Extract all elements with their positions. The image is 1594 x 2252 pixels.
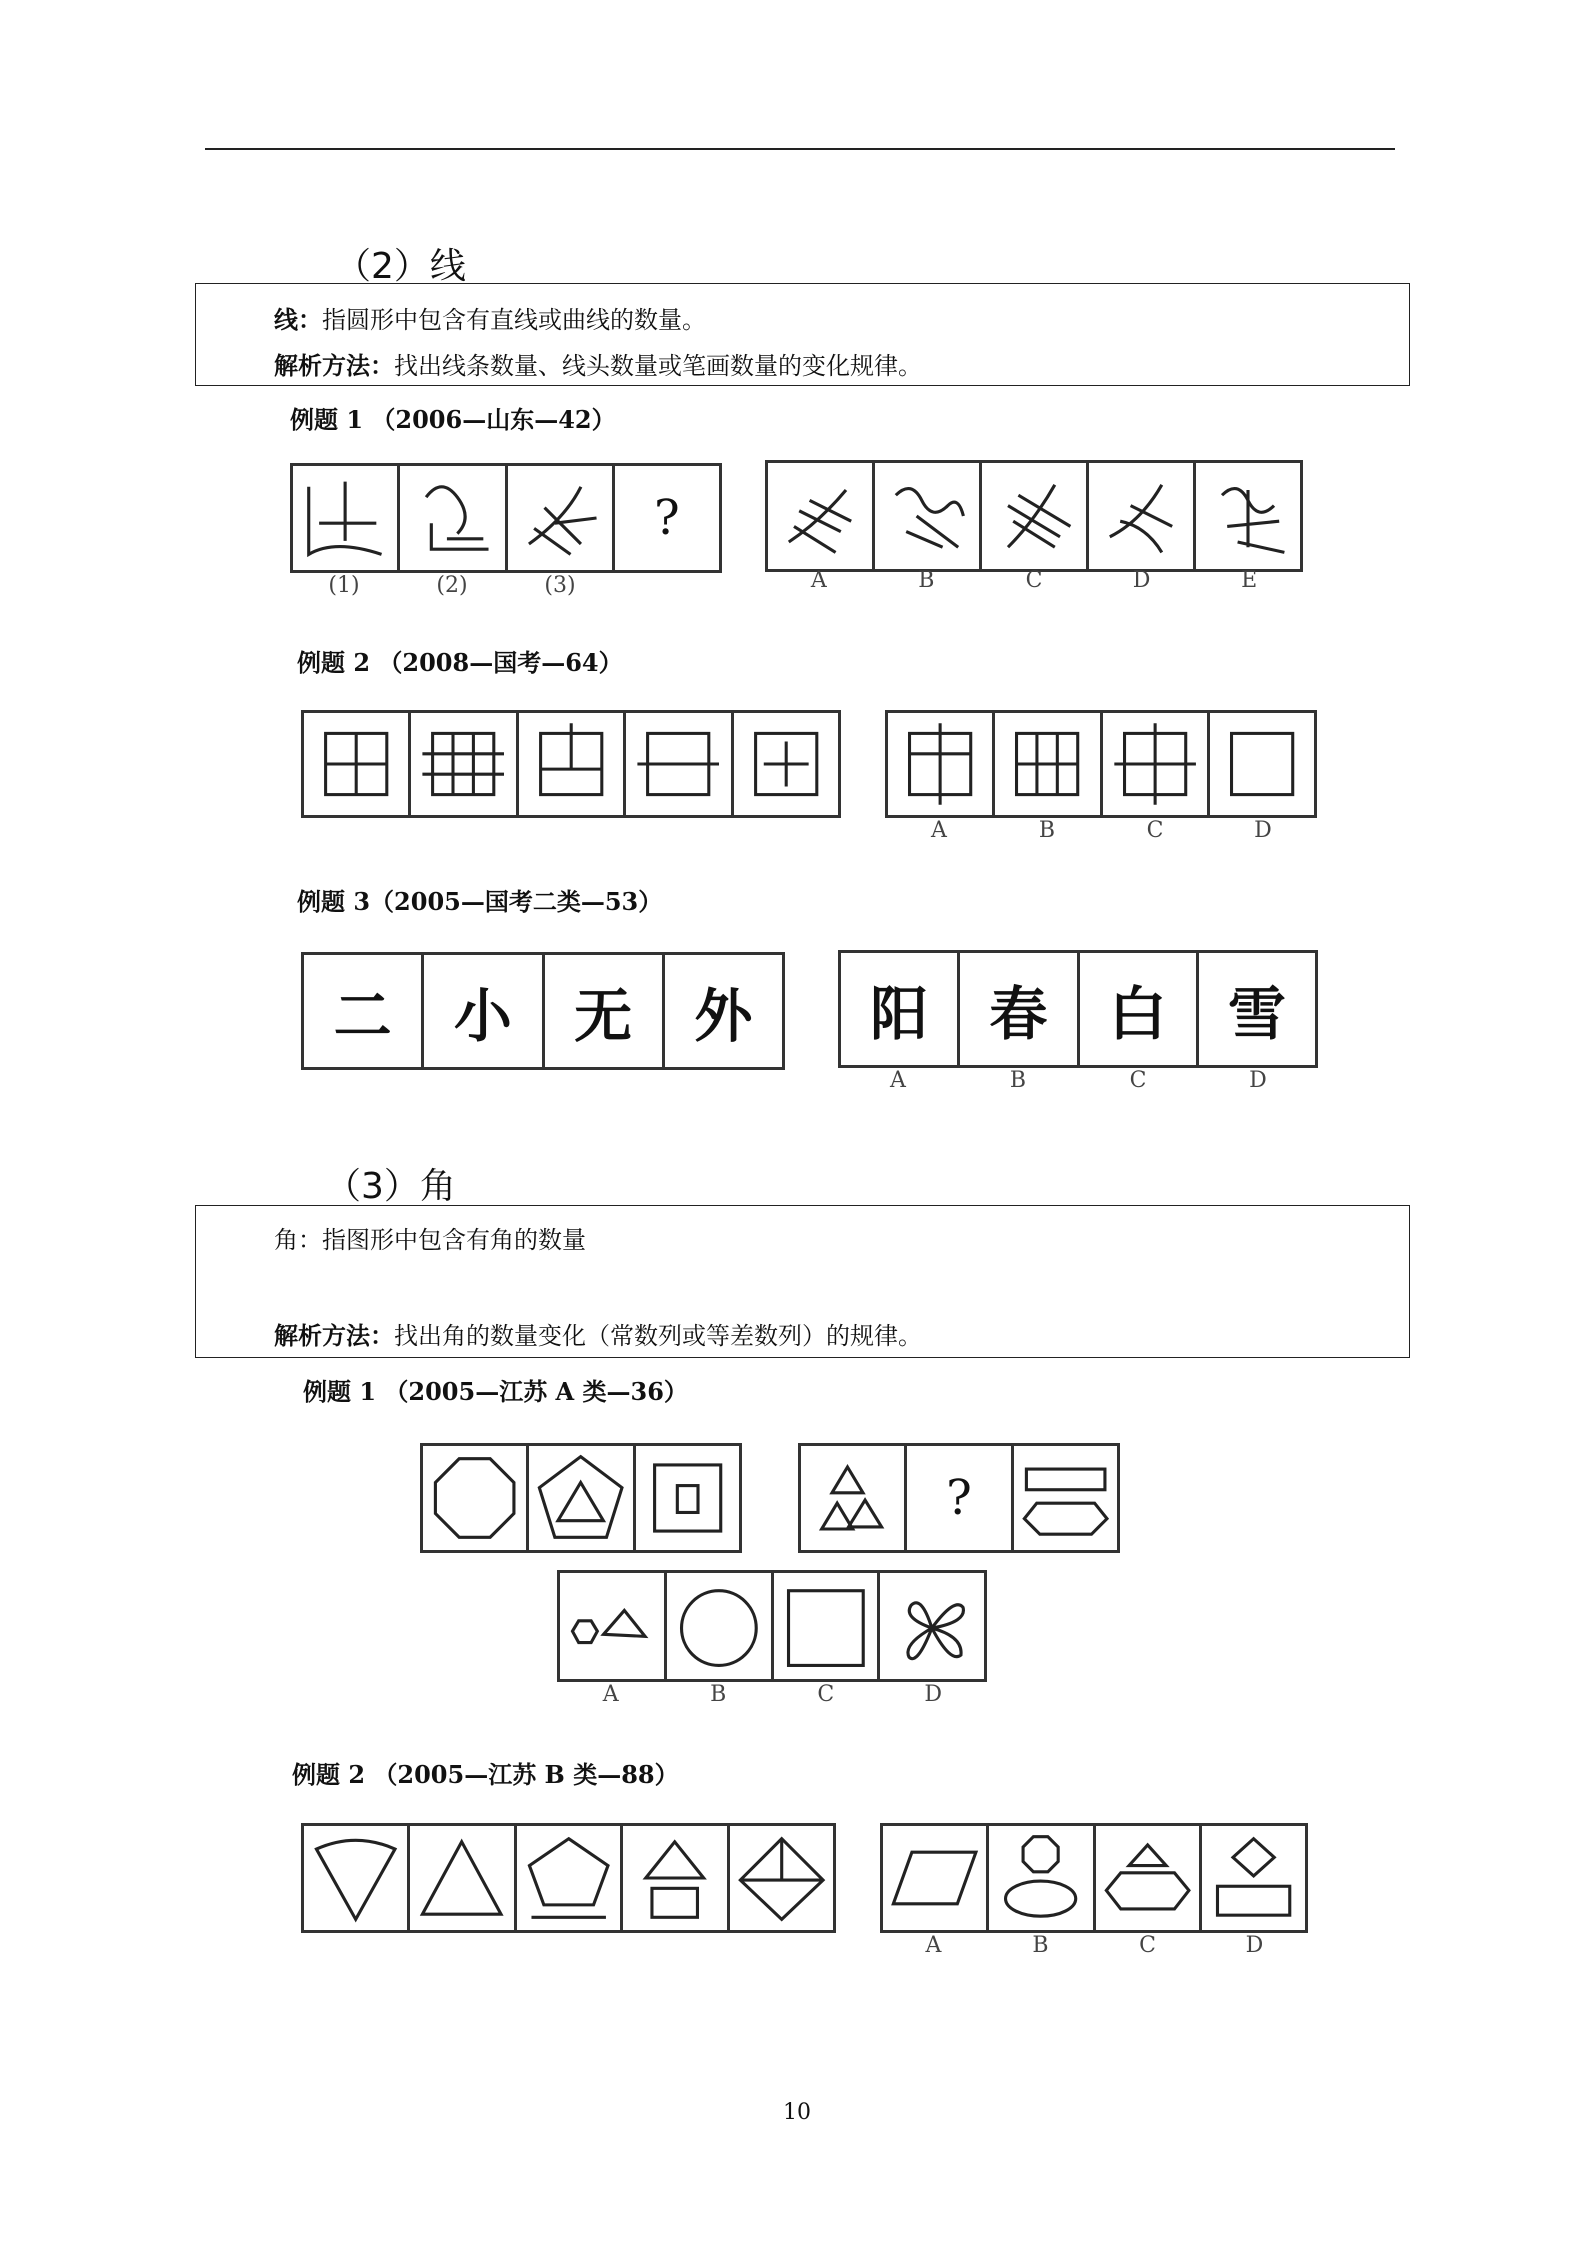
question-triangle-rect bbox=[623, 1826, 729, 1930]
answer-label: B bbox=[1009, 1068, 1027, 1093]
question-rect-hexagon bbox=[1014, 1446, 1117, 1550]
answer-label: E bbox=[1241, 568, 1258, 593]
page-number: 10 bbox=[783, 2100, 811, 2125]
answer-label: C bbox=[1139, 1933, 1156, 1958]
answer-char-cell bbox=[1199, 953, 1315, 1065]
question-figure-3 bbox=[508, 466, 615, 570]
question-char-cell bbox=[545, 955, 665, 1067]
answer-label: D bbox=[1245, 1933, 1264, 1958]
question-triangle bbox=[410, 1826, 516, 1930]
answer-label: C bbox=[817, 1682, 835, 1707]
question-cell-unknown bbox=[615, 466, 719, 570]
answer-labels bbox=[885, 818, 1317, 843]
question-cell-unknown bbox=[907, 1446, 1013, 1550]
question-figure-3 bbox=[519, 713, 626, 815]
answer-label: B bbox=[918, 568, 935, 593]
answer-label: A bbox=[810, 568, 827, 593]
question-fan-shape bbox=[304, 1826, 410, 1930]
definition-line bbox=[274, 1220, 586, 1255]
definition-key: 角： bbox=[274, 1226, 322, 1254]
answer-figure-b bbox=[995, 713, 1102, 815]
section-heading-line: （2）线 bbox=[335, 246, 466, 287]
answer-figure-b bbox=[667, 1573, 774, 1679]
answer-figure-b bbox=[989, 1826, 1095, 1930]
answer-char: 阳 bbox=[870, 980, 929, 1048]
question-pentagon-underline bbox=[517, 1826, 623, 1930]
question-label: (3) bbox=[544, 573, 576, 598]
question-char: 二 bbox=[333, 982, 392, 1050]
answer-char: 白 bbox=[1108, 980, 1167, 1048]
question-char-cell bbox=[665, 955, 782, 1067]
question-mark: ? bbox=[654, 490, 680, 546]
answer-figure-d bbox=[1089, 463, 1196, 569]
answer-labels bbox=[880, 1933, 1308, 1958]
answer-label: A bbox=[602, 1682, 619, 1707]
question-figure-5 bbox=[734, 713, 838, 815]
answer-figure-e bbox=[1196, 463, 1300, 569]
answer-char-cell bbox=[960, 953, 1079, 1065]
answer-labels bbox=[557, 1682, 987, 1707]
answer-figure-c bbox=[774, 1573, 881, 1679]
example-title: 例题 1 （2006—山东—42） bbox=[290, 405, 616, 434]
question-char-cell bbox=[304, 955, 424, 1067]
section-heading-angle: （3）角 bbox=[325, 1166, 456, 1207]
question-figure-1 bbox=[304, 713, 411, 815]
answer-label: D bbox=[1249, 1068, 1267, 1093]
question-pentagon-triangle bbox=[529, 1446, 635, 1550]
question-strip bbox=[420, 1443, 742, 1553]
answer-label: B bbox=[1038, 818, 1056, 843]
answer-label: C bbox=[1025, 568, 1043, 593]
answer-strip bbox=[765, 460, 1303, 572]
question-label: (1) bbox=[328, 573, 360, 598]
question-octagon bbox=[423, 1446, 529, 1550]
answer-labels bbox=[838, 1068, 1318, 1093]
question-label: (2) bbox=[436, 573, 468, 598]
answer-figure-c bbox=[1096, 1826, 1202, 1930]
question-figure-2 bbox=[411, 713, 518, 815]
answer-figure-b bbox=[875, 463, 982, 569]
answer-strip bbox=[838, 950, 1318, 1068]
definition-text: 指图形中包含有角的数量 bbox=[322, 1226, 586, 1254]
answer-figure-c bbox=[982, 463, 1089, 569]
answer-figure-a bbox=[883, 1826, 989, 1930]
answer-label: A bbox=[931, 818, 947, 843]
answer-figure-a bbox=[560, 1573, 667, 1679]
method-text: 找出线条数量、线头数量或笔画数量的变化规律。 bbox=[394, 352, 922, 380]
question-char-cell bbox=[424, 955, 544, 1067]
answer-strip bbox=[880, 1823, 1308, 1933]
question-triangles bbox=[801, 1446, 907, 1550]
answer-label: D bbox=[1254, 818, 1272, 843]
question-figure-4 bbox=[626, 713, 733, 815]
answer-char: 雪 bbox=[1227, 980, 1286, 1048]
question-strip bbox=[798, 1443, 1120, 1553]
question-mark: ? bbox=[946, 1470, 972, 1526]
method-line bbox=[274, 346, 922, 381]
answer-figure-a bbox=[888, 713, 995, 815]
definition-line bbox=[274, 300, 706, 335]
answer-label: A bbox=[890, 1068, 906, 1093]
answer-figure-d bbox=[1202, 1826, 1305, 1930]
header-rule bbox=[205, 148, 1395, 150]
answer-strip bbox=[885, 710, 1317, 818]
answer-strip bbox=[557, 1570, 987, 1682]
method-line bbox=[274, 1316, 922, 1351]
answer-label: C bbox=[1129, 1068, 1147, 1093]
definition-key: 线： bbox=[274, 305, 322, 334]
answer-label: D bbox=[924, 1682, 943, 1707]
method-key: 解析方法： bbox=[274, 351, 394, 380]
example-title: 例题 2 （2005—江苏 B 类—88） bbox=[292, 1760, 679, 1789]
method-text: 找出角的数量变化（常数列或等差数列）的规律。 bbox=[394, 1322, 922, 1350]
answer-label: B bbox=[710, 1682, 727, 1707]
definition-box-angle bbox=[195, 1205, 1410, 1358]
definition-text: 指圆形中包含有直线或曲线的数量。 bbox=[322, 306, 706, 334]
question-diamond-split bbox=[730, 1826, 833, 1930]
method-key: 解析方法： bbox=[274, 1321, 394, 1350]
answer-figure-c bbox=[1103, 713, 1210, 815]
question-labels bbox=[290, 573, 614, 598]
question-char: 无 bbox=[574, 982, 633, 1050]
answer-figure-a bbox=[768, 463, 875, 569]
question-strip bbox=[301, 1823, 836, 1933]
answer-char-cell bbox=[841, 953, 960, 1065]
answer-label: D bbox=[1132, 568, 1151, 593]
question-strip bbox=[301, 710, 841, 818]
question-char: 小 bbox=[453, 982, 512, 1050]
question-figure-1 bbox=[293, 466, 400, 570]
answer-labels bbox=[765, 568, 1303, 593]
question-strip bbox=[301, 952, 785, 1070]
question-char: 外 bbox=[694, 982, 753, 1050]
example-title: 例题 1 （2005—江苏 A 类—36） bbox=[303, 1377, 688, 1406]
definition-box-line bbox=[195, 283, 1410, 386]
answer-char-cell bbox=[1080, 953, 1199, 1065]
question-strip bbox=[290, 463, 722, 573]
answer-label: C bbox=[1146, 818, 1164, 843]
answer-figure-d bbox=[1210, 713, 1314, 815]
answer-char: 春 bbox=[989, 980, 1048, 1048]
example-title: 例题 3（2005—国考二类—53） bbox=[297, 887, 663, 916]
question-figure-2 bbox=[400, 466, 507, 570]
answer-label: A bbox=[925, 1933, 942, 1958]
question-nested-squares bbox=[636, 1446, 739, 1550]
example-title: 例题 2 （2008—国考—64） bbox=[297, 648, 623, 677]
answer-label: B bbox=[1032, 1933, 1049, 1958]
answer-figure-d bbox=[880, 1573, 984, 1679]
